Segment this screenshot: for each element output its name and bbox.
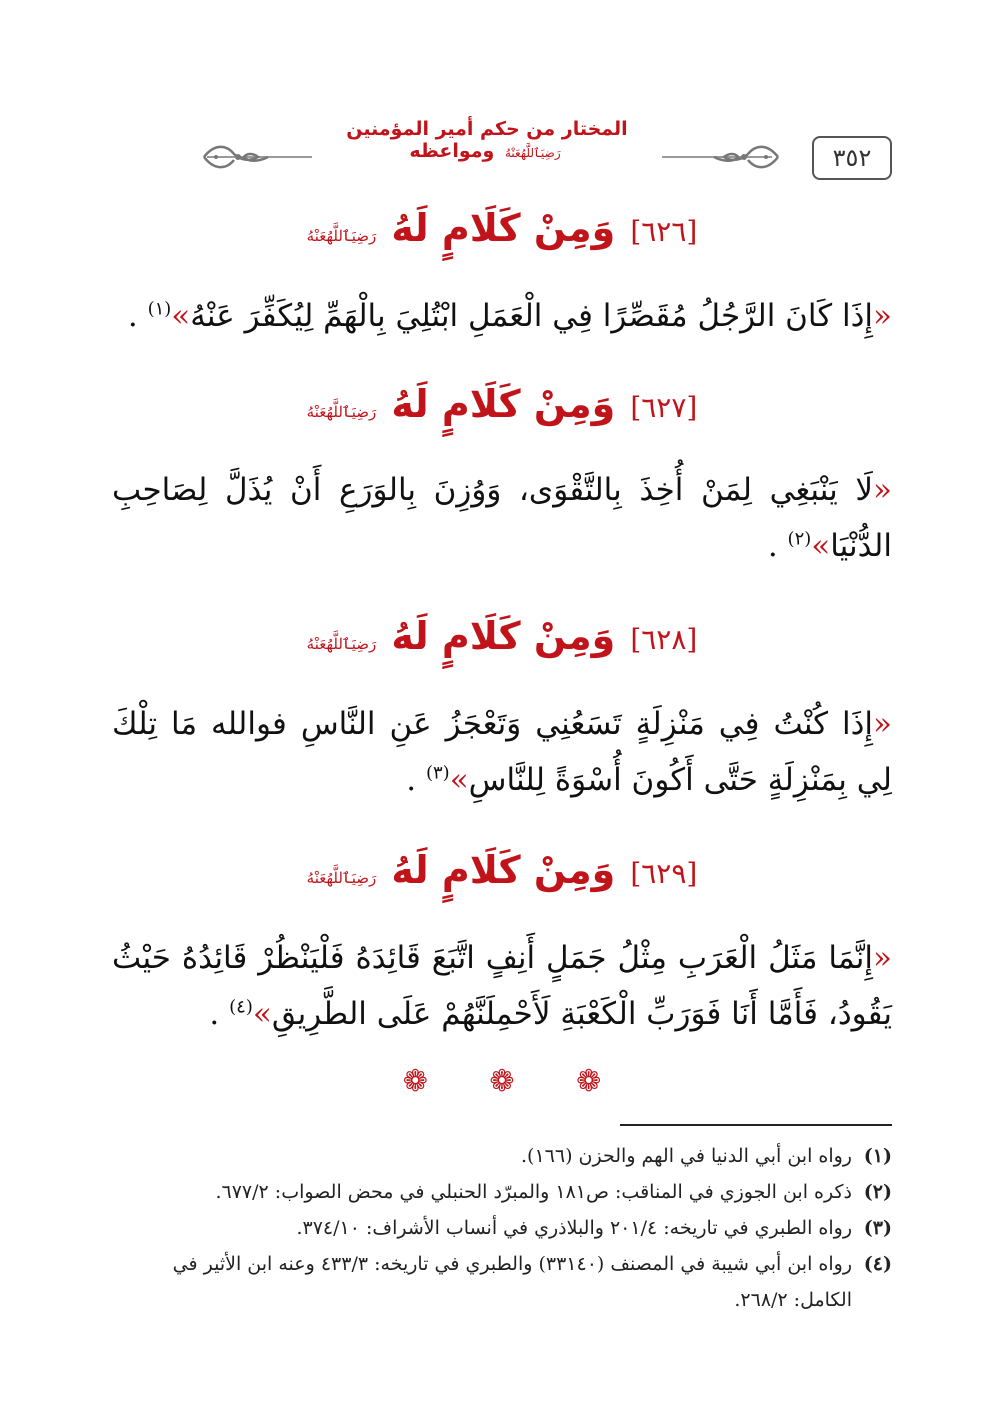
open-quote: « <box>873 298 892 334</box>
open-quote: « <box>873 472 892 508</box>
footnote-4 <box>112 1246 892 1318</box>
footnote-text: ذكره ابن الجوزي في المناقب: ص١٨١ والمبرّد الحنبلي في محض الصواب: ٦٧٧/٢. <box>215 1181 852 1203</box>
section-heading-627 <box>112 382 892 426</box>
open-quote: « <box>873 940 892 976</box>
open-quote: « <box>873 706 892 742</box>
saying-628 <box>112 696 892 808</box>
saying-text: إِنَّمَا مَثَلُ الْعَرَبِ مِثْلُ جَمَلٍ أَنِفٍ اتَّبَعَ قَائِدَهُ فَلْيَنْظُرْ قَائِدُهُ حَيْثُ يَقُودُ، فَأَمَّا أَنَا فَوَرَبِّ الْكَعْبَةِ لَأَحْمِلَنَّهُمْ عَلَى الطَّرِيقِ <box>112 940 892 1032</box>
section-phrase: وَمِنْ كَلَامٍ لَهُ <box>391 848 616 892</box>
section-heading-628 <box>112 614 892 658</box>
section-honorific: رَضِيَٱللَّهُعَنْهُ <box>306 227 377 245</box>
close-quote: » <box>811 528 831 564</box>
section-number: [٦٢٩] <box>630 857 698 890</box>
section-phrase: وَمِنْ كَلَامٍ لَهُ <box>391 206 616 250</box>
section-number: [٦٢٨] <box>630 623 698 656</box>
page-number: ٣٥٢ <box>812 136 892 180</box>
footnote-1 <box>112 1138 892 1174</box>
close-quote: » <box>449 762 469 798</box>
footnote-ref: (١) <box>147 298 172 320</box>
header-honorific: رَضِيَٱللَّهُعَنْهُ <box>505 146 561 160</box>
footnote-text: رواه ابن أبي شيبة في المصنف (٣٣١٤٠) والطبري في تاريخه: ٤٣٣/٣ وعنه ابن الأثير في <box>172 1253 852 1275</box>
footnote-text: رواه الطبري في تاريخه: ٢٠١/٤ والبلاذري في أنساب الأشراف: ٣٧٤/١٠. <box>296 1217 852 1239</box>
footnote-number: (٢) <box>863 1181 892 1203</box>
footnote-continuation: الكامل: ٢٦٨/٢. <box>734 1289 852 1311</box>
footnote-ref: (٢) <box>787 528 812 550</box>
header-title-after: ومواعظه <box>409 140 495 162</box>
saying-end: . <box>209 996 220 1032</box>
saying-end: . <box>767 528 778 564</box>
separator-star-icon: ❁ <box>576 1064 602 1099</box>
separator-star-icon: ❁ <box>402 1064 428 1099</box>
section-phrase: وَمِنْ كَلَامٍ لَهُ <box>391 382 616 426</box>
saying-text: لَا يَنْبَغِي لِمَنْ أُخِذَ بِالتَّقْوَى، وَوُزِنَ بِالوَرَعِ أَنْ يُذَلَّ لِصَاحِبِ الدُّنْيَا <box>112 472 892 564</box>
saying-text: إِذَا كَانَ الرَّجُلُ مُقَصِّرًا فِي الْعَمَلِ ابْتُلِيَ بِالْهَمِّ لِيُكَفِّرَ عَنْهُ <box>190 298 874 334</box>
right-ornament-icon <box>710 140 780 174</box>
close-quote: » <box>252 996 272 1032</box>
saying-627 <box>112 462 892 574</box>
section-heading-629 <box>112 848 892 892</box>
separator-star-icon: ❁ <box>489 1064 515 1099</box>
close-quote: » <box>171 298 191 334</box>
section-phrase: وَمِنْ كَلَامٍ لَهُ <box>391 614 616 658</box>
footnote-2 <box>112 1174 892 1210</box>
saying-end: . <box>127 298 138 334</box>
left-ornament-icon <box>202 140 272 174</box>
saying-text: إِذَا كُنْتُ فِي مَنْزِلَةٍ تَسَعُنِي وَتَعْجَزُ عَنِ النَّاسِ فوالله مَا تِلْكَ لِي بِمَنْزِلَةٍ حَتَّى أَكُونَ أُسْوَةً لِلنَّاسِ <box>112 706 892 798</box>
footnote-number: (١) <box>863 1145 892 1167</box>
section-number: [٦٢٦] <box>630 215 698 248</box>
running-header <box>112 118 892 188</box>
saying-629 <box>112 930 892 1042</box>
section-heading-626 <box>112 206 892 250</box>
header-title-before: المختار من حكم أمير المؤمنين <box>346 118 628 140</box>
footnote-3 <box>112 1210 892 1246</box>
footnote-number: (٣) <box>863 1217 892 1239</box>
section-separator <box>112 1064 892 1099</box>
footnote-ref: (٣) <box>425 762 450 784</box>
section-honorific: رَضِيَٱللَّهُعَنْهُ <box>306 869 377 887</box>
footnotes <box>112 1138 892 1318</box>
footnote-ref: (٤) <box>229 996 253 1018</box>
saying-626 <box>112 288 892 344</box>
section-number: [٦٢٧] <box>630 391 698 424</box>
section-honorific: رَضِيَٱللَّهُعَنْهُ <box>306 635 377 653</box>
header-title <box>312 118 662 162</box>
saying-end: . <box>406 762 417 798</box>
footnote-rule <box>620 1124 892 1126</box>
section-honorific: رَضِيَٱللَّهُعَنْهُ <box>306 403 377 421</box>
footnote-text: رواه ابن أبي الدنيا في الهم والحزن (١٦٦). <box>521 1145 852 1167</box>
footnote-number: (٤) <box>863 1253 892 1275</box>
